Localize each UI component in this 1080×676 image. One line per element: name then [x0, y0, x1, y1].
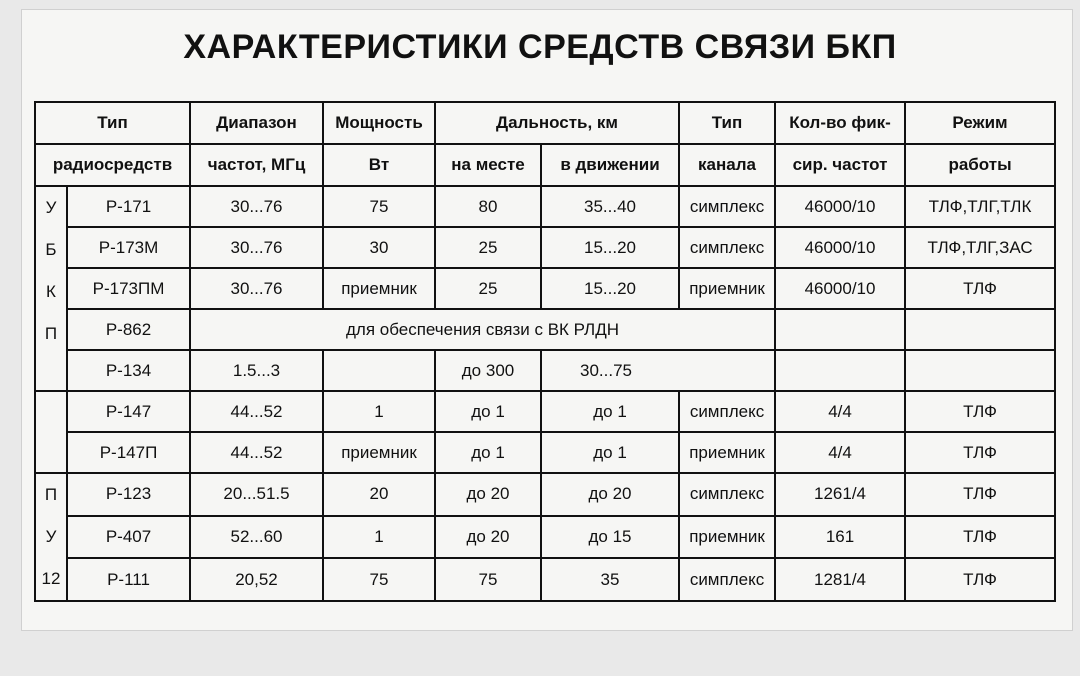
cell-power: 75: [323, 558, 435, 601]
header-power-l1: Мощность: [323, 102, 435, 144]
cell-power: 1: [323, 516, 435, 559]
header-row-2: [35, 144, 1055, 186]
cell-freqs: [775, 309, 905, 350]
header-dist-place: на месте: [435, 144, 541, 186]
cell-freqs: 1261/4: [775, 473, 905, 516]
cell-moving: 35: [541, 558, 679, 601]
cell-power: [323, 350, 435, 391]
table-row: [35, 391, 1055, 432]
cell-power: 30: [323, 227, 435, 268]
group-label-pu12: [35, 473, 67, 601]
header-channel-l1: Тип: [679, 102, 775, 144]
cell-freqs: 4/4: [775, 432, 905, 473]
cell-moving: до 15: [541, 516, 679, 559]
group-letter: У: [45, 527, 57, 546]
cell-range: 44...52: [190, 391, 323, 432]
cell-channel: симплекс: [679, 391, 775, 432]
header-type-l1: Тип: [35, 102, 190, 144]
group-letter: 12: [41, 569, 61, 588]
cell-channel: симплекс: [679, 186, 775, 227]
table-row: [35, 432, 1055, 473]
table-row: [35, 558, 1055, 601]
cell-place: 80: [435, 186, 541, 227]
cell-moving: 35...40: [541, 186, 679, 227]
cell-name: Р-147: [67, 391, 190, 432]
cell-channel: симплекс: [679, 473, 775, 516]
cell-mode: ТЛФ: [905, 516, 1055, 559]
cell-place: до 20: [435, 473, 541, 516]
header-mode-l2: работы: [905, 144, 1055, 186]
cell-place: 75: [435, 558, 541, 601]
cell-freqs: 161: [775, 516, 905, 559]
cell-name: Р-173М: [67, 227, 190, 268]
cell-range: 30...76: [190, 227, 323, 268]
cell-name: Р-407: [67, 516, 190, 559]
cell-channel: приемник: [679, 432, 775, 473]
header-channel-l2: канала: [679, 144, 775, 186]
cell-mode: ТЛФ: [905, 432, 1055, 473]
cell-place: 25: [435, 268, 541, 309]
cell-channel: приемник: [679, 516, 775, 559]
cell-power: приемник: [323, 432, 435, 473]
cell-power: 1: [323, 391, 435, 432]
group-letter: Б: [45, 240, 57, 259]
header-power-l2: Вт: [323, 144, 435, 186]
group-letter: К: [46, 282, 56, 301]
cell-mode: ТЛФ,ТЛГ,ЗАС: [905, 227, 1055, 268]
header-freq-l2: сир. частот: [775, 144, 905, 186]
header-range-l2: частот, МГц: [190, 144, 323, 186]
cell-freqs: [775, 350, 905, 391]
cell-range: 1.5...3: [190, 350, 323, 391]
cell-freqs: 46000/10: [775, 268, 905, 309]
cell-place: до 1: [435, 391, 541, 432]
table-row: [35, 473, 1055, 516]
cell-moving: до 1: [541, 391, 679, 432]
cell-moving: 15...20: [541, 268, 679, 309]
cell-moving: 30...75: [541, 350, 775, 391]
cell-name: Р-171: [67, 186, 190, 227]
cell-power: 75: [323, 186, 435, 227]
group-label-ubkp: [35, 186, 67, 391]
cell-range: 20,52: [190, 558, 323, 601]
table-row: [35, 186, 1055, 227]
group-label-empty: [35, 391, 67, 473]
cell-mode: ТЛФ: [905, 268, 1055, 309]
cell-freqs: 46000/10: [775, 227, 905, 268]
cell-range: 52...60: [190, 516, 323, 559]
table-row: [35, 227, 1055, 268]
cell-mode: ТЛФ: [905, 391, 1055, 432]
table-row: [35, 268, 1055, 309]
group-letter: П: [44, 324, 58, 343]
table-row: [35, 350, 1055, 391]
cell-name: Р-123: [67, 473, 190, 516]
cell-range: 44...52: [190, 432, 323, 473]
table-row: [35, 516, 1055, 559]
header-distance: Дальность, км: [435, 102, 679, 144]
page-title: ХАРАКТЕРИСТИКИ СРЕДСТВ СВЯЗИ БКП: [183, 28, 897, 66]
cell-moving: 15...20: [541, 227, 679, 268]
cell-name: Р-134: [67, 350, 190, 391]
cell-freqs: 1281/4: [775, 558, 905, 601]
cell-freqs: 4/4: [775, 391, 905, 432]
group-letter: П: [44, 485, 58, 504]
table-row: [35, 309, 1055, 350]
cell-moving: до 1: [541, 432, 679, 473]
cell-range: 20...51.5: [190, 473, 323, 516]
header-freq-l1: Кол-во фик-: [775, 102, 905, 144]
cell-mode: ТЛФ: [905, 558, 1055, 601]
header-dist-moving: в движении: [541, 144, 679, 186]
cell-name: Р-111: [67, 558, 190, 601]
cell-moving: до 20: [541, 473, 679, 516]
header-row-1: [35, 102, 1055, 144]
cell-note: для обеспечения связи с ВК РЛДН: [190, 309, 775, 350]
cell-name: Р-173ПМ: [67, 268, 190, 309]
cell-channel: приемник: [679, 268, 775, 309]
cell-power: 20: [323, 473, 435, 516]
cell-place: до 300: [435, 350, 541, 391]
cell-place: до 20: [435, 516, 541, 559]
cell-place: 25: [435, 227, 541, 268]
header-range-l1: Диапазон: [190, 102, 323, 144]
cell-name: Р-862: [67, 309, 190, 350]
radio-characteristics-table: [34, 101, 1056, 602]
cell-range: 30...76: [190, 268, 323, 309]
cell-name: Р-147П: [67, 432, 190, 473]
cell-range: 30...76: [190, 186, 323, 227]
cell-mode: ТЛФ: [905, 473, 1055, 516]
cell-freqs: 46000/10: [775, 186, 905, 227]
cell-mode: ТЛФ,ТЛГ,ТЛК: [905, 186, 1055, 227]
cell-mode: [905, 350, 1055, 391]
group-letter: У: [45, 198, 57, 217]
cell-channel: симплекс: [679, 227, 775, 268]
header-mode-l1: Режим: [905, 102, 1055, 144]
cell-place: до 1: [435, 432, 541, 473]
cell-power: приемник: [323, 268, 435, 309]
header-type-l2: радиосредств: [35, 144, 190, 186]
cell-channel: симплекс: [679, 558, 775, 601]
cell-mode: [905, 309, 1055, 350]
